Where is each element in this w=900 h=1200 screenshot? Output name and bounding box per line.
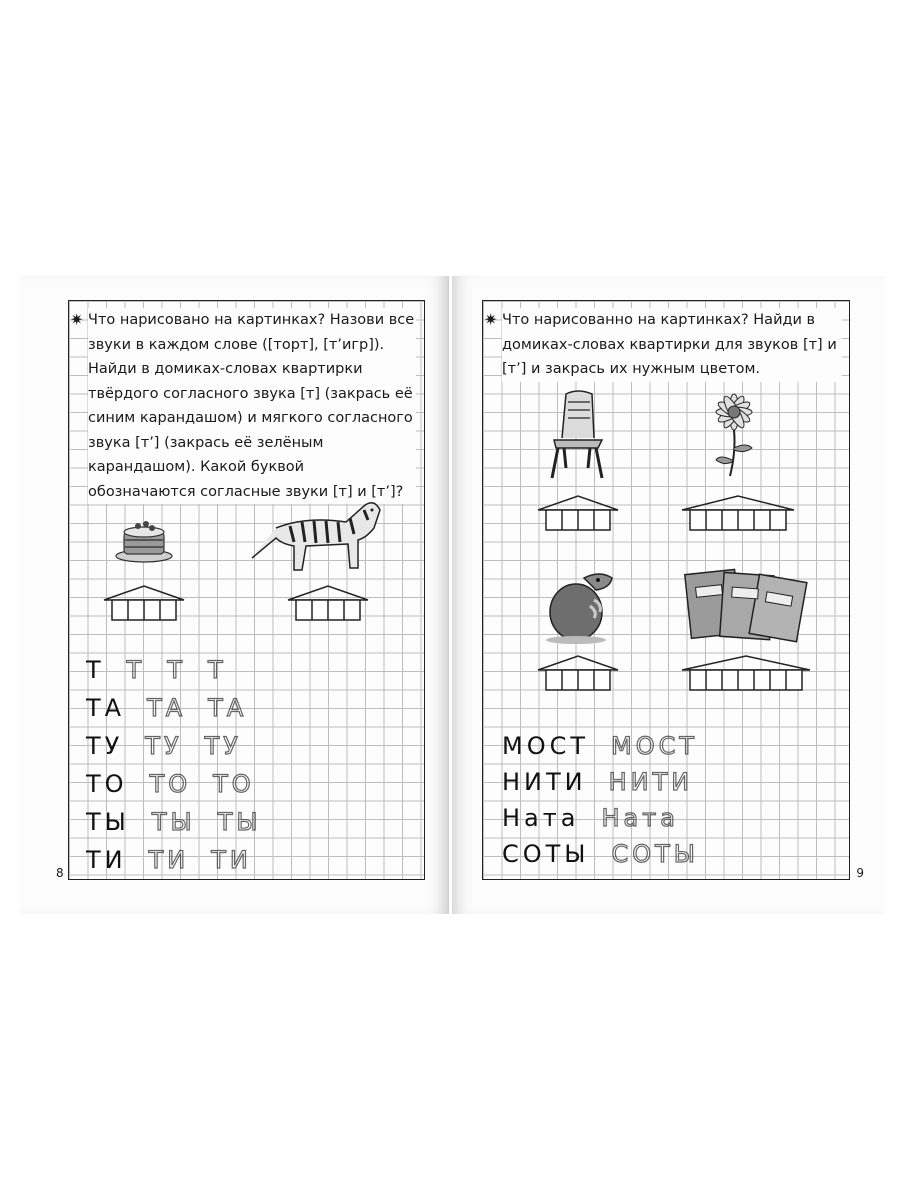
trace-solid: Ната [502,804,580,832]
trace-row [86,648,249,684]
trace-dotted: ТО [149,770,192,798]
house-cake [102,584,186,624]
trace-dotted: ТА [208,694,248,722]
page-number-left: 8 [56,866,64,880]
tiger-icon [246,488,386,578]
trace-dotted: НИТИ [608,768,694,796]
house-flower [680,494,796,534]
trace-row [502,832,721,868]
trace-dotted: ТУ [204,732,242,760]
trace-dotted: ТИ [211,846,252,874]
trace-row [86,838,274,874]
house-tiger [286,584,370,624]
trace-dotted: ТЫ [151,808,196,836]
chair-icon [548,388,608,480]
left-task-text: Что нарисовано на картинках? Назови все звуки в каждом слове ([торт], [т’игр]). Найди в домиках-словах квартирки твёрдого согласного звука [т] (закрась её синим карандашом) и мягкого согласного звука [т’] (закрась её зелёным карандашом). Какой буквой обозначаются согласные звуки [т] и [т’]? [88,308,416,504]
right-task-text: Что нарисованно на картинках? Найди в домиках-словах квартирки для звуков [т] и [т’] и закрась их нужным цветом. [502,308,842,382]
cake-icon [112,514,176,564]
house-chair [536,494,620,534]
trace-solid: ТИ [86,846,127,874]
trace-dotted: Т [167,656,187,684]
trace-dotted: ТУ [145,732,183,760]
trace-dotted: ТО [213,770,255,798]
trace-row [86,686,269,722]
flower-icon [706,388,762,478]
trace-row [86,800,284,836]
house-notebooks [680,654,812,694]
right-page [452,276,884,914]
trace-dotted: ТА [147,694,187,722]
trace-solid: ТА [86,694,126,722]
trace-dotted: ТЫ [217,808,262,836]
trace-row [86,724,264,760]
trace-solid: ТО [86,770,128,798]
trace-dotted: МОСТ [611,732,699,760]
star-icon: ✷ [484,310,498,329]
trace-solid: СОТЫ [502,840,590,868]
star-icon: ✷ [70,310,84,329]
trace-row [502,760,715,796]
trace-row [502,724,720,760]
workbook-spread [20,276,884,914]
trace-dotted: Т [126,656,146,684]
trace-dotted: Ната [601,804,679,832]
house-mole [536,654,620,694]
trace-row [86,762,277,798]
trace-solid: Т [86,656,105,684]
trace-solid: МОСТ [502,732,590,760]
mole-icon [540,560,620,644]
trace-row [502,796,701,832]
notebooks-icon [682,564,808,644]
left-page [20,276,449,914]
trace-dotted: Т [208,656,227,684]
trace-solid: ТЫ [86,808,130,836]
trace-solid: НИТИ [502,768,587,796]
trace-solid: ТУ [86,732,124,760]
trace-dotted: ТИ [148,846,190,874]
page-number-right: 9 [856,866,864,880]
trace-dotted: СОТЫ [611,840,699,868]
